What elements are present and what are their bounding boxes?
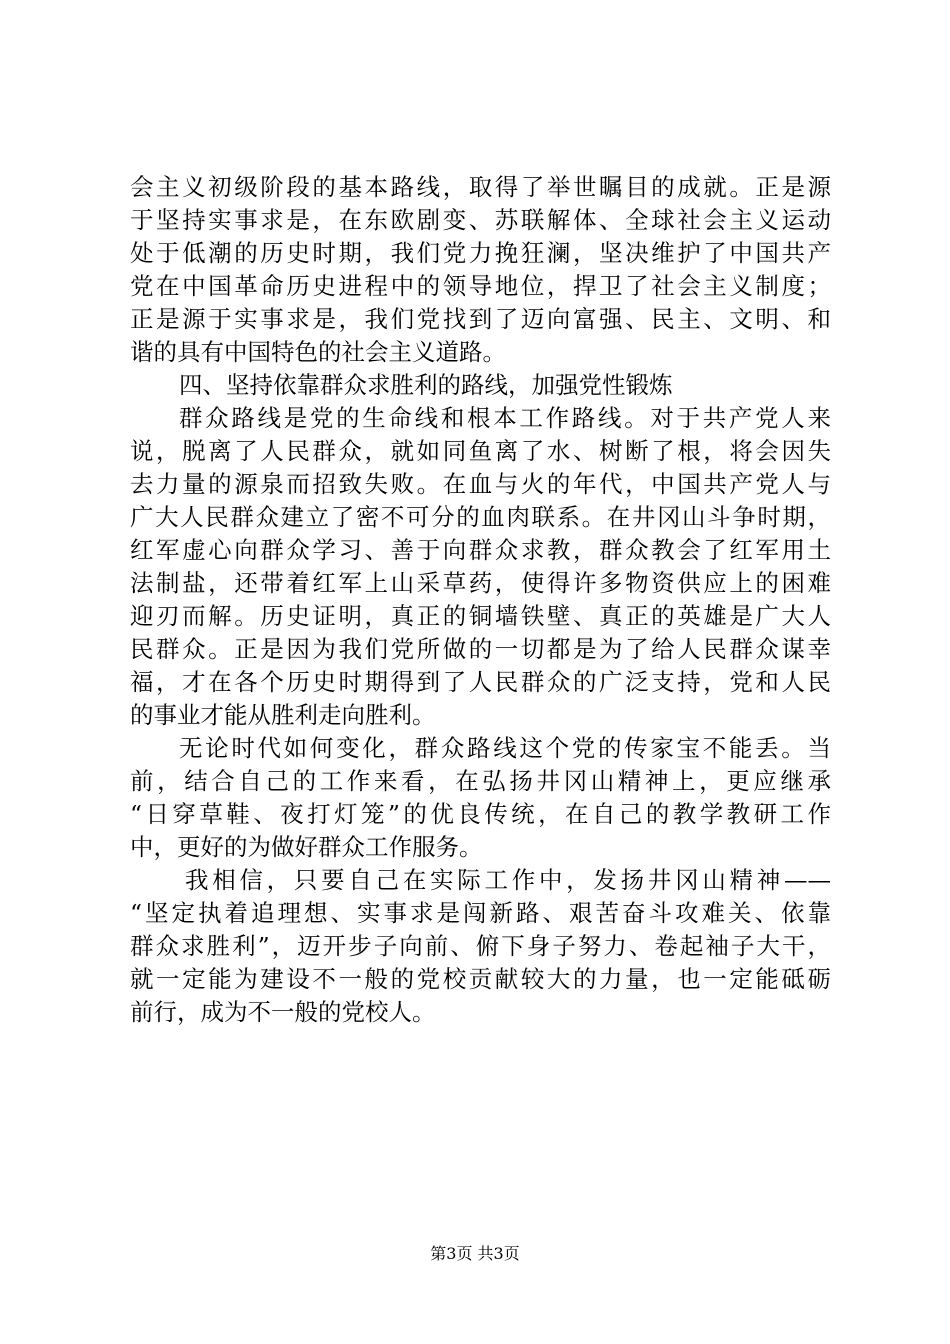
text-line: “日穿草鞋、夜打灯笼”的优良传统，在自己的教学教研工作 (130, 800, 831, 828)
page-number-footer: 第3页 共3页 (430, 1244, 520, 1263)
text-line: 迎刃而解。历史证明，真正的铜墙铁壁、真正的英雄是广大人 (130, 602, 831, 630)
text-line: 于坚持实事求是，在东欧剧变、苏联解体、全球社会主义运动 (130, 206, 831, 234)
text-line: 正是源于实事求是，我们党找到了迈向富强、民主、文明、和 (130, 305, 831, 333)
text-line: 去力量的源泉而招致失败。在血与火的年代，中国共产党人与 (130, 470, 831, 498)
text-line: 谐的具有中国特色的社会主义道路。 (130, 338, 506, 366)
section-heading (130, 369, 831, 402)
paragraph-heirloom (130, 732, 831, 864)
text-line: 中，更好的为做好群众工作服务。 (130, 833, 483, 861)
text-line: 处于低潮的历史时期，我们党力挽狂澜，坚决维护了中国共产 (130, 239, 831, 267)
text-line: 无论时代如何变化，群众路线这个党的传家宝不能丢。当 (179, 734, 831, 762)
text-line: 前行，成为不一般的党校人。 (130, 998, 436, 1026)
section-heading-text: 四、坚持依靠群众求胜利的路线，加强党性锻炼 (179, 371, 673, 399)
text-line: 法制盐，还带着红军上山采草药，使得许多物资供应上的困难 (130, 569, 831, 597)
paragraph-conclusion-tail (130, 171, 831, 369)
text-line: 群众路线是党的生命线和根本工作路线。对于共产党人来 (179, 404, 831, 432)
text-line: 红军虚心向群众学习、善于向群众求教，群众教会了红军用土 (130, 536, 831, 564)
text-line: 前，结合自己的工作来看，在弘扬井冈山精神上，更应继承 (130, 767, 831, 795)
text-line: 会主义初级阶段的基本路线，取得了举世瞩目的成就。正是源 (130, 173, 831, 201)
document-body (130, 171, 831, 1029)
paragraph-belief (130, 864, 831, 1029)
text-line: 说，脱离了人民群众，就如同鱼离了水、树断了根，将会因失 (130, 437, 831, 465)
text-line: 的事业才能从胜利走向胜利。 (130, 701, 436, 729)
text-line: 福，才在各个历史时期得到了人民群众的广泛支持，党和人民 (130, 668, 831, 696)
text-line: 群众求胜利”，迈开步子向前、俯下身子努力、卷起袖子大干， (130, 932, 831, 960)
text-line: 民群众。正是因为我们党所做的一切都是为了给人民群众谋幸 (130, 635, 831, 663)
text-line: 我相信，只要自己在实际工作中，发扬井冈山精神—— (185, 866, 831, 894)
text-line: 党在中国革命历史进程中的领导地位，捍卫了社会主义制度； (130, 272, 831, 300)
text-line: 广大人民群众建立了密不可分的血肉联系。在井冈山斗争时期， (130, 503, 831, 531)
text-line: “坚定执着追理想、实事求是闯新路、艰苦奋斗攻难关、依靠 (130, 899, 831, 927)
text-line: 就一定能为建设不一般的党校贡献较大的力量，也一定能砥砺 (130, 965, 831, 993)
paragraph-mass-line (130, 402, 831, 732)
